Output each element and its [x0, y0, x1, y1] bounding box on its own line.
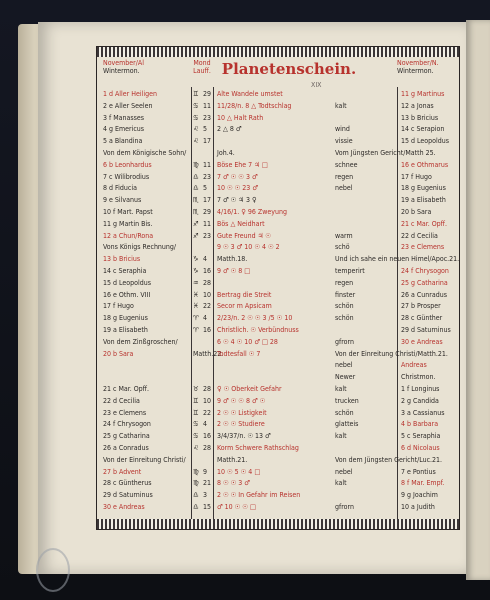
calendar-row — [97, 242, 459, 252]
moon-degree: 23 — [203, 113, 212, 122]
weather-note: temperirt — [335, 267, 365, 275]
moon-sign: Matth.22. — [193, 349, 224, 358]
day-entry: 25 g Catharina — [103, 432, 150, 441]
right-month-title: November/N. — [397, 59, 439, 67]
moon-header-label: Mond Lauff. — [193, 59, 211, 75]
right-day-entry: 16 e Othmarus — [401, 160, 449, 169]
moon-sign: ♋ — [193, 432, 199, 441]
calendar-row — [97, 337, 459, 347]
right-day-entry: 12 a Jonas — [401, 101, 434, 110]
day-entry: 18 g Eugenius — [103, 314, 148, 323]
day-entry: 2 e Aller Seelen — [103, 101, 153, 110]
moon-sign: ♏ — [193, 208, 199, 216]
calendar-row — [97, 455, 459, 465]
moon-degree — [203, 455, 213, 465]
moon-sign: ♏ — [193, 196, 199, 205]
planet-note: Bös △ Neidhart — [217, 219, 265, 228]
moon-sign: ♋ — [193, 420, 199, 429]
right-day-entry: 7 e Pontius — [401, 467, 436, 476]
day-entry: Von der Einreitung Christi/ — [103, 455, 186, 464]
planet-note: Matth.21. — [217, 455, 248, 464]
moon-degree: 29 — [203, 208, 212, 216]
weather-note: Newer — [335, 373, 356, 382]
planet-note: 2/23/n. 2 ☉ ☉ 3 /5 ☉ 10 — [217, 314, 293, 323]
moon-degree: 16 — [203, 267, 212, 275]
weather-note: vissie — [335, 137, 353, 146]
right-day-entry: 22 d Cecilia — [401, 231, 438, 240]
moon-degree: 10 — [203, 396, 212, 405]
moon-degree — [203, 148, 213, 158]
planet-note — [217, 372, 335, 382]
weather-note: warm — [335, 231, 353, 240]
moon-degree: 5 — [203, 184, 208, 193]
calendar-grid — [97, 87, 459, 519]
moon-degree: 28 — [203, 278, 212, 287]
moon-sign: ♍ — [193, 479, 199, 488]
planet-note: 2 ☉ ☉ Studiere — [217, 420, 265, 429]
planet-note: 9 ☉ 3 ♂ 10 ☉ 4 ☉ 2 — [217, 243, 280, 252]
moon-degree: 9 — [203, 467, 208, 476]
right-day-entry — [401, 254, 457, 264]
planet-note: 10 ☉ 5 ☉ 4 □ — [217, 467, 261, 476]
moon-degree — [203, 242, 213, 252]
moon-sign: ♑ — [193, 267, 199, 275]
calendar-row — [97, 502, 459, 512]
day-entry: 17 f Hugo — [103, 302, 134, 311]
weather-note — [335, 89, 395, 99]
right-day-entry: 10 a Judith — [401, 503, 435, 511]
weather-note: trucken — [335, 396, 359, 405]
planet-note: 2 ☉ ☉ In Gefahr im Reisen — [217, 491, 301, 500]
moon-degree: 5 — [203, 125, 208, 134]
moon-sign: ♉ — [193, 385, 199, 393]
moon-degree: 4 — [203, 420, 208, 429]
day-entry: 11 g Martin Bis. — [103, 219, 153, 228]
moon-degree: 4 — [203, 314, 208, 323]
weather-note — [335, 325, 395, 335]
moon-sign — [193, 148, 203, 158]
calendar-row — [97, 372, 459, 382]
day-entry — [103, 372, 189, 382]
moon-sign: ♈ — [193, 314, 199, 323]
day-entry — [103, 360, 189, 370]
moon-sign: ♓ — [193, 302, 199, 311]
weather-note — [335, 113, 395, 123]
right-day-entry: 17 f Hugo — [401, 172, 432, 181]
day-entry: 14 c Seraphia — [103, 267, 147, 275]
moon-degree: 11 — [203, 101, 212, 110]
day-entry: 21 c Mar. Opff. — [103, 385, 150, 393]
moon-degree: 11 — [203, 219, 212, 228]
right-day-entry: 6 d Nicolaus — [401, 444, 440, 452]
day-entry: 28 c Güntherus — [103, 479, 152, 488]
day-entry: 9 e Silvanus — [103, 196, 142, 205]
moon-degree: 22 — [203, 302, 212, 311]
moon-degree: 15 — [203, 503, 212, 511]
calendar-row — [97, 195, 459, 205]
moon-degree: 10 — [203, 290, 212, 299]
planet-note: Böse Ehe 7 ♃ □ — [217, 160, 268, 169]
calendar-table — [96, 46, 460, 530]
moon-sign: ♊ — [193, 396, 199, 405]
weather-note — [335, 195, 395, 205]
day-entry: 4 g Emericus — [103, 125, 145, 134]
right-day-entry: 21 c Mar. Opff. — [401, 219, 448, 228]
right-page-edge — [466, 20, 490, 580]
right-day-entry: 11 g Martinus — [401, 90, 445, 98]
calendar-row — [97, 254, 459, 264]
right-day-entry: 8 f Mar. Empf. — [401, 479, 445, 488]
calendar-row — [97, 207, 459, 217]
calendar-row — [97, 443, 459, 453]
weather-note: schön — [335, 408, 354, 417]
right-day-entry: 9 g Joachim — [401, 491, 438, 500]
day-entry: 26 a Conradus — [103, 444, 149, 452]
planet-note: Todtesfall ☉ 7 — [217, 349, 261, 358]
right-day-entry: 1 f Longinus — [401, 385, 440, 393]
moon-degree: 21 — [203, 479, 212, 488]
right-day-entry: Andreas — [401, 361, 427, 370]
calendar-row — [97, 325, 459, 335]
moon-sign — [193, 455, 203, 465]
right-day-entry: Christmon. — [401, 373, 436, 382]
day-entry: 19 a Elisabeth — [103, 326, 148, 334]
planet-note — [217, 278, 335, 288]
top-ornament-band — [97, 47, 459, 57]
calendar-row — [97, 431, 459, 441]
planet-header — [213, 59, 403, 87]
planet-note: Gute Freund ♃ ☉ — [217, 231, 271, 240]
moon-header — [191, 59, 213, 87]
right-day-entry: 20 b Sara — [401, 208, 432, 216]
moon-sign — [193, 242, 203, 252]
calendar-row — [97, 467, 459, 477]
calendar-row — [97, 490, 459, 500]
calendar-row — [97, 101, 459, 111]
moon-degree: 23 — [203, 231, 212, 240]
calendar-row — [97, 278, 459, 288]
page-title: Planetenschein. — [221, 60, 357, 78]
moon-sign: ♐ — [193, 231, 199, 240]
right-day-entry — [401, 455, 457, 465]
planet-note: 4/16/1. ♀ 96 Zweyung — [217, 208, 287, 216]
moon-sign: ♎ — [193, 503, 199, 511]
planet-note — [217, 136, 335, 146]
moon-degree: 16 — [203, 326, 212, 334]
calendar-row — [97, 384, 459, 394]
moon-degree: 11 — [203, 160, 212, 169]
moon-sign: ♌ — [193, 125, 199, 134]
right-day-entry: 27 b Prosper — [401, 302, 441, 311]
planet-note: Alte Wandele umstet — [217, 90, 283, 98]
day-entry: 22 d Cecilia — [103, 396, 140, 405]
moon-degree — [203, 337, 213, 347]
weather-note: schön — [335, 314, 354, 323]
moon-sign: ♒ — [193, 278, 199, 287]
moon-degree — [203, 349, 213, 359]
moon-degree: 28 — [203, 444, 212, 452]
moon-degree: 22 — [203, 408, 212, 417]
moon-sign — [193, 372, 203, 382]
weather-note: wind — [335, 125, 350, 134]
planet-note: 2 △ 8 ♂ — [217, 125, 242, 134]
day-entry: 10 f Mart. Papst — [103, 208, 153, 216]
planet-note: Matth.18. — [217, 255, 248, 264]
right-day-entry: 28 c Günther — [401, 314, 443, 323]
planet-note: Secor m Apsicam — [217, 302, 272, 311]
weather-note: Von der Einreitung Christi/Matth.21. — [335, 349, 448, 358]
day-entry: 23 e Clemens — [103, 408, 147, 417]
moon-sign: ♋ — [193, 113, 199, 122]
moon-sign: ♋ — [193, 101, 199, 110]
left-month-subtitle: Wintermon. — [103, 67, 140, 75]
day-entry: 20 b Sara — [103, 349, 134, 358]
planet-note: 10 △ Halt Rath — [217, 113, 264, 122]
moon-degree: 4 — [203, 255, 208, 264]
calendar-row — [97, 349, 459, 359]
day-entry: 8 d Fiducia — [103, 184, 137, 193]
calendar-row — [97, 396, 459, 406]
planet-note: 9 ♂ ☉ ☉ 8 ♂ ☉ — [217, 396, 266, 405]
planet-note: 10 ☉ ☉ 23 ♂ — [217, 184, 258, 193]
day-entry: 13 b Bricius — [103, 255, 141, 264]
day-entry: Vons Königs Rechnung/ — [103, 243, 177, 252]
page-number: XIX — [311, 81, 322, 89]
right-day-entry: 13 b Bricius — [401, 113, 439, 122]
left-month-title: November/Al — [103, 59, 144, 67]
planet-note — [217, 360, 335, 370]
calendar-row — [97, 266, 459, 276]
weather-note — [335, 490, 395, 500]
right-day-entry: 2 g Candida — [401, 396, 439, 405]
weather-note: kalt — [335, 479, 347, 488]
moon-degree: 3 — [203, 491, 208, 500]
moon-sign: ♎ — [193, 184, 199, 193]
day-entry: 7 c Wilibrodius — [103, 172, 150, 181]
calendar-row — [97, 408, 459, 418]
moon-sign — [193, 337, 203, 347]
day-entry: Von dem Königische Sohn/ — [103, 149, 187, 157]
day-entry: 5 a Blandina — [103, 137, 143, 146]
moon-degree: 23 — [203, 172, 212, 181]
calendar-row — [97, 231, 459, 241]
weather-note: Vom Jüngsten Gericht/Matth 25. — [335, 149, 436, 157]
right-day-entry — [401, 349, 457, 359]
right-day-entry: 29 d Saturninus — [401, 326, 451, 334]
calendar-row — [97, 172, 459, 182]
clip-overlay — [36, 548, 70, 592]
weather-note: gfrorn — [335, 503, 354, 511]
moon-sign: ♊ — [193, 90, 199, 98]
day-entry: Von dem Zinßgroschen/ — [103, 337, 178, 346]
planet-note: 7 ♂ ☉ ♃ 3 ♀ — [217, 196, 257, 205]
right-day-entry: 26 a Cunradus — [401, 290, 447, 299]
moon-degree: 17 — [203, 137, 212, 146]
calendar-row — [97, 219, 459, 229]
bottom-ornament-band — [97, 519, 459, 529]
right-day-entry: 18 g Eugenius — [401, 184, 446, 193]
planet-note: 8 ☉ ☉ 3 ♂ — [217, 479, 250, 488]
moon-sign: ♎ — [193, 491, 199, 500]
moon-degree: 17 — [203, 196, 212, 205]
moon-sign: ♍ — [193, 160, 199, 169]
weather-note: kalt — [335, 101, 347, 110]
calendar-row — [97, 419, 459, 429]
weather-note — [335, 207, 395, 217]
moon-sign: ♑ — [193, 255, 199, 264]
weather-note: finster — [335, 290, 356, 299]
weather-note: kalt — [335, 385, 347, 393]
moon-sign: ♊ — [193, 408, 199, 417]
planet-note: Joh.4. — [217, 149, 235, 157]
day-entry: 15 d Leopoldus — [103, 278, 151, 287]
moon-sign: ♎ — [193, 172, 199, 181]
weather-note — [335, 443, 395, 453]
planet-note: 6 ☉ 4 ☉ 10 ♂ □ 28 — [217, 337, 278, 346]
calendar-header — [97, 59, 459, 87]
calendar-row — [97, 160, 459, 170]
moon-sign: ♓ — [193, 290, 199, 299]
calendar-row — [97, 113, 459, 123]
day-entry: 16 e Othm. VIII — [103, 290, 151, 299]
planet-note: 9 ♂ ☉ 8 □ — [217, 267, 251, 275]
planet-note: Christlich. ☉ Verbündnuss — [217, 326, 299, 334]
calendar-row — [97, 148, 459, 158]
day-entry: 24 f Chrysogon — [103, 420, 151, 429]
planet-note: 2 ☉ ☉ Listigkeit — [217, 408, 267, 417]
weather-note: nebel — [335, 467, 353, 476]
day-entry: 6 b Leonhardus — [103, 160, 152, 169]
moon-sign: ♌ — [193, 444, 199, 452]
moon-degree — [203, 360, 213, 370]
day-entry: 27 b Advent — [103, 467, 142, 476]
weather-note: schön — [335, 302, 354, 311]
right-month-subtitle: Wintermon. — [397, 67, 434, 75]
moon-degree — [203, 372, 213, 382]
right-day-entry — [401, 148, 457, 158]
moon-degree: 28 — [203, 385, 212, 393]
right-day-entry: 30 e Andreas — [401, 337, 443, 346]
calendar-row — [97, 290, 459, 300]
weather-note: regen — [335, 278, 354, 287]
moon-degree: 16 — [203, 432, 212, 441]
weather-note: kalt — [335, 432, 347, 441]
calendar-row — [97, 313, 459, 323]
right-day-entry: 24 f Chrysogon — [401, 267, 449, 275]
planet-note: Bertrag die Streit — [217, 290, 272, 299]
weather-note: nebel — [335, 361, 353, 370]
calendar-row — [97, 89, 459, 99]
planet-note: Korm Schwere Rathschlag — [217, 444, 299, 452]
right-day-entry: 5 c Seraphia — [401, 432, 441, 441]
weather-note: glatteis — [335, 420, 359, 429]
weather-note: Und ich sahe ein neuen Himel/Apoc.21. — [335, 255, 460, 264]
right-day-entry: 23 e Clemens — [401, 243, 445, 252]
calendar-row — [97, 136, 459, 146]
day-entry: 30 e Andreas — [103, 503, 145, 511]
calendar-row — [97, 183, 459, 193]
calendar-row — [97, 360, 459, 370]
moon-sign: ♈ — [193, 326, 199, 334]
day-entry: 3 f Manasses — [103, 113, 145, 122]
weather-note: regen — [335, 172, 354, 181]
planet-note: 11/28/n. 8 △ Todtschlag — [217, 101, 292, 110]
right-day-entry: 3 a Cassianus — [401, 408, 445, 417]
weather-note: nebel — [335, 184, 353, 193]
weather-note: schnee — [335, 160, 358, 169]
day-entry: 1 d Aller Heiligen — [103, 90, 158, 98]
planet-note: 3/4/37/n. ☉ 13 ♂ — [217, 432, 271, 441]
planet-note: 7 ♂ ☉ ☉ 3 ♂ — [217, 172, 258, 181]
weather-note: Von dem Jüngsten Gericht/Luc.21. — [335, 455, 443, 464]
right-day-entry: 19 a Elisabeth — [401, 196, 446, 205]
left-header — [103, 59, 191, 87]
right-day-entry: 15 d Leopoldus — [401, 137, 449, 146]
right-day-entry: 25 g Catharina — [401, 278, 448, 287]
planet-note: ♀ ☉ Oberkeit Gefahr — [217, 385, 282, 393]
calendar-row — [97, 301, 459, 311]
moon-sign: ♐ — [193, 219, 199, 228]
right-day-entry: 14 c Serapion — [401, 125, 445, 134]
moon-sign — [193, 360, 203, 370]
calendar-row — [97, 478, 459, 488]
weather-note: gfrorn — [335, 337, 354, 346]
day-entry: 29 d Saturninus — [103, 491, 153, 500]
right-header — [397, 59, 457, 87]
day-entry: 12 a Chun/Rona — [103, 231, 154, 240]
moon-sign: ♍ — [193, 467, 199, 476]
right-day-entry: 4 b Barbara — [401, 420, 439, 429]
planet-note: ♂ 10 ☉ ☉ □ — [217, 503, 256, 511]
calendar-row — [97, 124, 459, 134]
weather-note: schö — [335, 243, 350, 252]
moon-sign: ♌ — [193, 137, 199, 146]
moon-degree: 29 — [203, 90, 212, 98]
weather-note — [335, 219, 395, 229]
